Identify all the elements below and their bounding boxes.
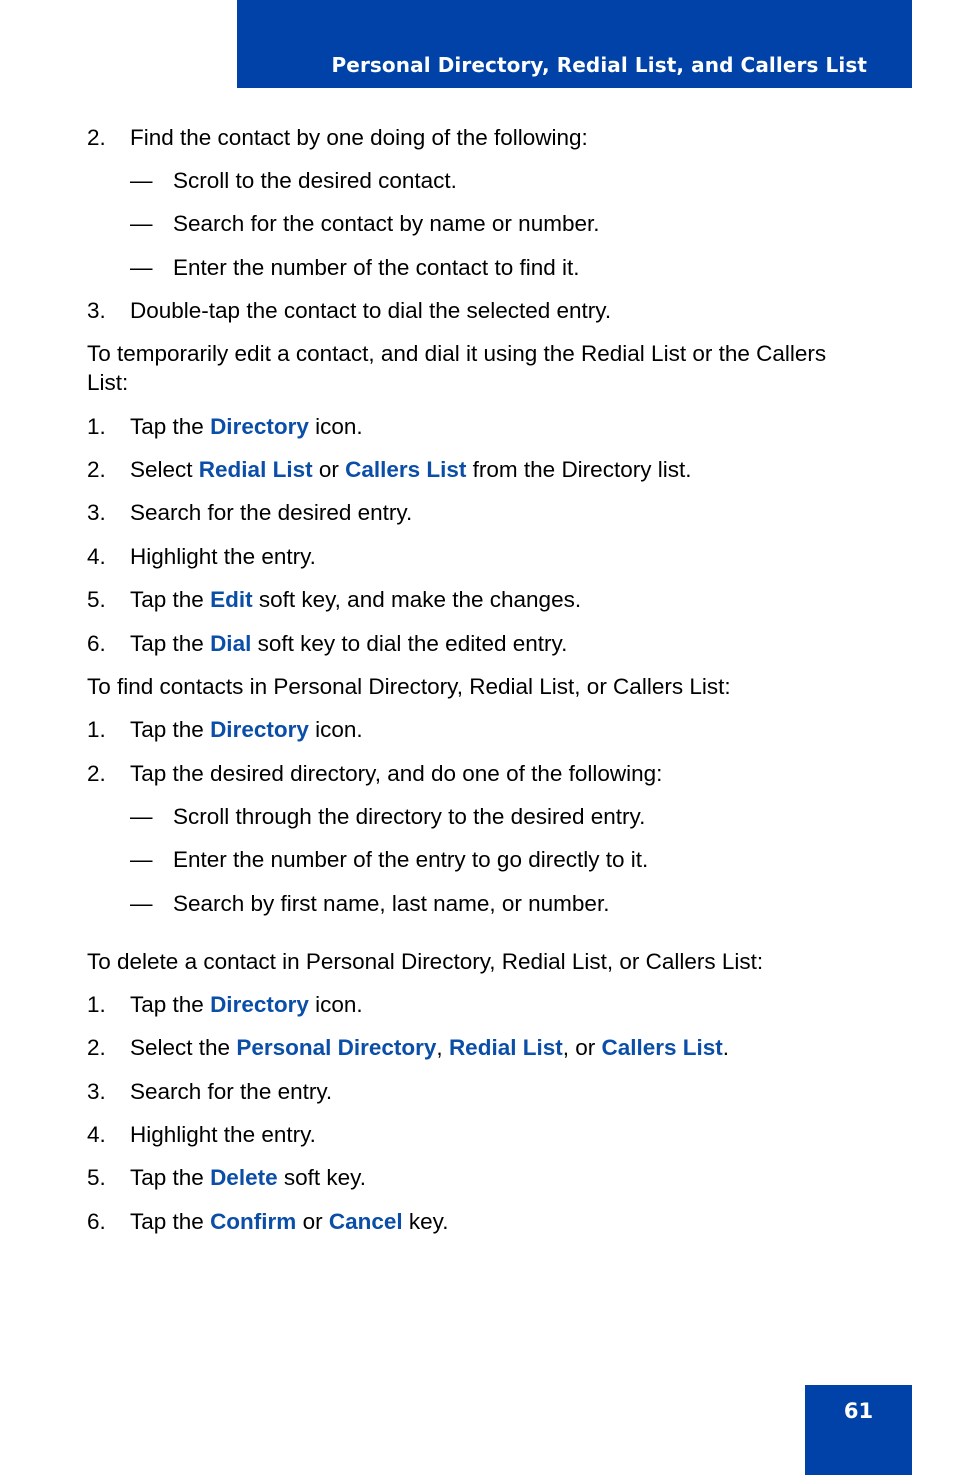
- keyword-directory: Directory: [210, 414, 309, 439]
- step-text: Tap the Directory icon.: [130, 717, 363, 742]
- step-number: 4.: [87, 544, 106, 569]
- step-number: 2.: [87, 761, 106, 786]
- sub-item-text: Scroll to the desired contact.: [173, 168, 457, 193]
- step-text: Tap the Delete soft key.: [130, 1165, 366, 1190]
- step-text: Highlight the entry.: [130, 1122, 316, 1147]
- step-text: Double-tap the contact to dial the selected entry.: [130, 298, 612, 323]
- step-text: Find the contact by one doing of the following:: [130, 125, 588, 150]
- keyword-callers-list: Callers List: [345, 457, 467, 482]
- step-text: Tap the desired directory, and do one of the following:: [130, 761, 663, 786]
- step-text: Tap the Directory icon.: [130, 992, 363, 1017]
- em-dash: —: [130, 847, 153, 872]
- step-text: Tap the Directory icon.: [130, 414, 363, 439]
- step-number: 1.: [87, 414, 106, 439]
- step-number: 3.: [87, 298, 106, 323]
- keyword-redial-list: Redial List: [198, 457, 313, 482]
- sub-item-text: Search for the contact by name or number.: [173, 211, 600, 236]
- em-dash: —: [130, 255, 153, 280]
- step-text: Search for the entry.: [130, 1079, 333, 1104]
- step-number: 2.: [87, 1035, 106, 1060]
- keyword-callers-list: Callers List: [601, 1035, 723, 1060]
- em-dash: —: [130, 168, 153, 193]
- section-intro: To delete a contact in Personal Directory, Redial List, or Callers List:: [87, 949, 764, 974]
- sub-item-text: Search by first name, last name, or number.: [173, 891, 610, 916]
- sub-item-text: Enter the number of the contact to find it.: [173, 255, 580, 280]
- keyword-directory: Directory: [210, 992, 309, 1017]
- header-band: [237, 0, 912, 88]
- sub-item-text: Scroll through the directory to the desired entry.: [173, 804, 646, 829]
- em-dash: —: [130, 804, 153, 829]
- step-text: Tap the Confirm or Cancel key.: [130, 1209, 449, 1234]
- step-number: 6.: [87, 1209, 106, 1234]
- keyword-confirm: Confirm: [210, 1209, 297, 1234]
- step-text: Highlight the entry.: [130, 544, 316, 569]
- step-text: Select the Personal Directory, Redial List, or Callers List.: [130, 1035, 730, 1060]
- sub-item-text: Enter the number of the entry to go directly to it.: [173, 847, 649, 872]
- keyword-directory: Directory: [210, 717, 309, 742]
- em-dash: —: [130, 891, 153, 916]
- page-number-tab: [805, 1385, 912, 1475]
- step-number: 1.: [87, 717, 106, 742]
- step-text: Select Redial List or Callers List from the Directory list.: [130, 457, 692, 482]
- page-number: 61: [843, 1399, 874, 1423]
- step-number: 6.: [87, 631, 106, 656]
- header-title: Personal Directory, Redial List, and Callers List: [331, 53, 867, 77]
- step-number: 1.: [87, 992, 106, 1017]
- keyword-personal-directory: Personal Directory: [236, 1035, 437, 1060]
- step-text: Tap the Edit soft key, and make the changes.: [130, 587, 582, 612]
- step-text: Search for the desired entry.: [130, 500, 413, 525]
- keyword-delete: Delete: [210, 1165, 278, 1190]
- keyword-cancel: Cancel: [328, 1209, 403, 1234]
- step-number: 3.: [87, 1079, 106, 1104]
- section-intro: To find contacts in Personal Directory, Redial List, or Callers List:: [87, 674, 731, 699]
- step-number: 4.: [87, 1122, 106, 1147]
- section-intro: To temporarily edit a contact, and dial it using the Redial List or the Callers List:: [87, 341, 827, 395]
- step-number: 2.: [87, 125, 106, 150]
- keyword-dial: Dial: [210, 631, 252, 656]
- step-number: 5.: [87, 1165, 106, 1190]
- step-number: 3.: [87, 500, 106, 525]
- step-text: Tap the Dial soft key to dial the edited entry.: [130, 631, 568, 656]
- step-number: 5.: [87, 587, 106, 612]
- keyword-edit: Edit: [210, 587, 253, 612]
- step-number: 2.: [87, 457, 106, 482]
- keyword-redial-list: Redial List: [448, 1035, 563, 1060]
- em-dash: —: [130, 211, 153, 236]
